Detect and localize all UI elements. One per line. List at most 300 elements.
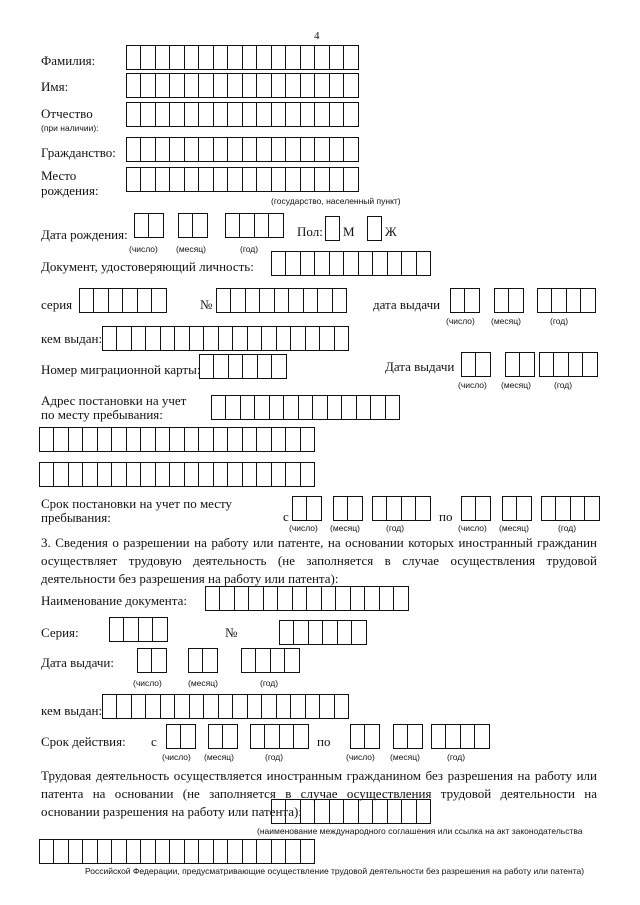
birth-month-field[interactable] (178, 213, 208, 238)
char-cell[interactable] (198, 840, 213, 863)
char-cell[interactable] (227, 428, 242, 451)
char-cell[interactable] (475, 497, 490, 520)
char-cell[interactable] (271, 168, 285, 191)
sex-f-checkbox[interactable] (367, 216, 382, 241)
char-cell[interactable] (494, 289, 508, 312)
char-cell[interactable] (343, 138, 358, 161)
char-cell[interactable] (445, 725, 460, 748)
char-cell[interactable] (227, 840, 242, 863)
char-cell[interactable] (140, 428, 155, 451)
char-cell[interactable] (93, 289, 108, 312)
char-cell[interactable] (97, 840, 111, 863)
char-cell[interactable] (184, 138, 198, 161)
char-cell[interactable] (126, 428, 140, 451)
char-cell[interactable] (184, 74, 198, 97)
char-cell[interactable] (539, 353, 553, 376)
char-cell[interactable] (97, 463, 111, 486)
char-cell[interactable] (205, 587, 219, 610)
char-cell[interactable] (203, 327, 218, 350)
char-cell[interactable] (126, 168, 140, 191)
char-cell[interactable] (218, 695, 232, 718)
char-cell[interactable] (372, 497, 386, 520)
char-cell[interactable] (198, 46, 213, 69)
char-cell[interactable] (271, 74, 285, 97)
char-cell[interactable] (358, 252, 372, 275)
char-cell[interactable] (329, 74, 343, 97)
validity-from-month-field[interactable] (208, 724, 238, 749)
char-cell[interactable] (300, 74, 314, 97)
char-cell[interactable] (292, 497, 306, 520)
char-cell[interactable] (553, 353, 568, 376)
char-cell[interactable] (335, 587, 350, 610)
char-cell[interactable] (300, 428, 314, 451)
char-cell[interactable] (314, 103, 329, 126)
char-cell[interactable] (198, 168, 213, 191)
term-from-day-field[interactable] (292, 496, 322, 521)
char-cell[interactable] (271, 46, 285, 69)
char-cell[interactable] (126, 46, 140, 69)
char-cell[interactable] (372, 252, 387, 275)
char-cell[interactable] (387, 800, 401, 823)
char-cell[interactable] (108, 289, 122, 312)
birth-year-field[interactable] (225, 213, 284, 238)
char-cell[interactable] (401, 252, 416, 275)
birth-day-field[interactable] (134, 213, 164, 238)
char-cell[interactable] (213, 355, 228, 378)
char-cell[interactable] (537, 289, 551, 312)
char-cell[interactable] (242, 138, 256, 161)
char-cell[interactable] (385, 396, 399, 419)
char-cell[interactable] (319, 695, 334, 718)
char-cell[interactable] (350, 587, 364, 610)
char-cell[interactable] (325, 217, 339, 240)
char-cell[interactable] (312, 396, 327, 419)
char-cell[interactable] (169, 138, 184, 161)
char-cell[interactable] (247, 695, 261, 718)
char-cell[interactable] (370, 396, 385, 419)
char-cell[interactable] (160, 327, 174, 350)
char-cell[interactable] (415, 497, 430, 520)
char-cell[interactable] (213, 46, 227, 69)
char-cell[interactable] (464, 289, 479, 312)
char-cell[interactable] (327, 396, 341, 419)
char-cell[interactable] (82, 840, 97, 863)
char-cell[interactable] (232, 695, 247, 718)
char-cell[interactable] (259, 289, 274, 312)
char-cell[interactable] (347, 497, 362, 520)
char-cell[interactable] (474, 725, 489, 748)
char-cell[interactable] (364, 725, 379, 748)
char-cell[interactable] (580, 289, 595, 312)
char-cell[interactable] (416, 800, 430, 823)
address-field-line1[interactable] (211, 395, 400, 420)
char-cell[interactable] (293, 725, 308, 748)
char-cell[interactable] (184, 168, 198, 191)
char-cell[interactable] (268, 214, 283, 237)
char-cell[interactable] (334, 695, 348, 718)
char-cell[interactable] (123, 618, 138, 641)
char-cell[interactable] (393, 587, 408, 610)
char-cell[interactable] (274, 289, 288, 312)
char-cell[interactable] (333, 497, 347, 520)
char-cell[interactable] (126, 103, 140, 126)
char-cell[interactable] (343, 800, 358, 823)
char-cell[interactable] (393, 725, 407, 748)
char-cell[interactable] (116, 695, 131, 718)
char-cell[interactable] (169, 463, 184, 486)
char-cell[interactable] (256, 428, 271, 451)
char-cell[interactable] (450, 289, 464, 312)
char-cell[interactable] (111, 840, 126, 863)
char-cell[interactable] (126, 74, 140, 97)
char-cell[interactable] (169, 840, 184, 863)
char-cell[interactable] (460, 725, 474, 748)
char-cell[interactable] (178, 214, 192, 237)
char-cell[interactable] (343, 252, 358, 275)
char-cell[interactable] (475, 353, 490, 376)
char-cell[interactable] (82, 428, 97, 451)
migration-issue-month-field[interactable] (505, 352, 535, 377)
char-cell[interactable] (160, 695, 174, 718)
char-cell[interactable] (516, 497, 531, 520)
char-cell[interactable] (285, 46, 300, 69)
char-cell[interactable] (285, 103, 300, 126)
address-field-line3[interactable] (39, 462, 315, 487)
char-cell[interactable] (169, 168, 184, 191)
id-number-field[interactable] (216, 288, 347, 313)
char-cell[interactable] (321, 587, 335, 610)
char-cell[interactable] (134, 214, 148, 237)
char-cell[interactable] (519, 353, 534, 376)
char-cell[interactable] (288, 289, 303, 312)
char-cell[interactable] (305, 695, 319, 718)
char-cell[interactable] (79, 289, 93, 312)
char-cell[interactable] (416, 252, 430, 275)
char-cell[interactable] (300, 168, 314, 191)
char-cell[interactable] (211, 396, 225, 419)
id-series-field[interactable] (79, 288, 167, 313)
char-cell[interactable] (219, 587, 234, 610)
char-cell[interactable] (140, 168, 155, 191)
char-cell[interactable] (213, 74, 227, 97)
char-cell[interactable] (386, 497, 401, 520)
char-cell[interactable] (245, 289, 259, 312)
char-cell[interactable] (227, 463, 242, 486)
char-cell[interactable] (192, 214, 207, 237)
char-cell[interactable] (279, 725, 293, 748)
char-cell[interactable] (502, 497, 516, 520)
char-cell[interactable] (242, 428, 256, 451)
char-cell[interactable] (300, 252, 314, 275)
char-cell[interactable] (227, 168, 242, 191)
char-cell[interactable] (341, 396, 356, 419)
char-cell[interactable] (184, 103, 198, 126)
char-cell[interactable] (140, 46, 155, 69)
permit-series-field[interactable] (109, 617, 168, 642)
char-cell[interactable] (111, 428, 126, 451)
char-cell[interactable] (102, 327, 116, 350)
char-cell[interactable] (198, 463, 213, 486)
char-cell[interactable] (271, 355, 286, 378)
char-cell[interactable] (242, 168, 256, 191)
migration-issue-year-field[interactable] (539, 352, 598, 377)
char-cell[interactable] (271, 103, 285, 126)
char-cell[interactable] (228, 355, 242, 378)
char-cell[interactable] (256, 46, 271, 69)
id-document-field[interactable] (271, 251, 431, 276)
char-cell[interactable] (283, 396, 298, 419)
char-cell[interactable] (131, 695, 145, 718)
char-cell[interactable] (222, 725, 237, 748)
term-to-month-field[interactable] (502, 496, 532, 521)
name-field[interactable] (126, 73, 359, 98)
sex-m-checkbox[interactable] (325, 216, 340, 241)
char-cell[interactable] (582, 353, 597, 376)
char-cell[interactable] (109, 618, 123, 641)
char-cell[interactable] (152, 618, 167, 641)
char-cell[interactable] (343, 103, 358, 126)
char-cell[interactable] (227, 138, 242, 161)
char-cell[interactable] (155, 103, 169, 126)
char-cell[interactable] (241, 649, 255, 672)
id-issue-day-field[interactable] (450, 288, 480, 313)
char-cell[interactable] (256, 168, 271, 191)
char-cell[interactable] (155, 168, 169, 191)
char-cell[interactable] (189, 327, 203, 350)
char-cell[interactable] (314, 74, 329, 97)
char-cell[interactable] (334, 327, 348, 350)
char-cell[interactable] (261, 695, 276, 718)
char-cell[interactable] (276, 695, 290, 718)
char-cell[interactable] (137, 649, 151, 672)
char-cell[interactable] (329, 103, 343, 126)
char-cell[interactable] (285, 800, 300, 823)
char-cell[interactable] (300, 800, 314, 823)
id-issue-year-field[interactable] (537, 288, 596, 313)
char-cell[interactable] (208, 725, 222, 748)
char-cell[interactable] (145, 695, 160, 718)
char-cell[interactable] (314, 168, 329, 191)
char-cell[interactable] (285, 168, 300, 191)
char-cell[interactable] (329, 46, 343, 69)
char-cell[interactable] (151, 649, 166, 672)
permit-issue-year-field[interactable] (241, 648, 300, 673)
char-cell[interactable] (290, 695, 305, 718)
char-cell[interactable] (184, 463, 198, 486)
char-cell[interactable] (271, 800, 285, 823)
char-cell[interactable] (276, 327, 290, 350)
char-cell[interactable] (111, 463, 126, 486)
term-from-month-field[interactable] (333, 496, 363, 521)
char-cell[interactable] (140, 74, 155, 97)
char-cell[interactable] (263, 587, 277, 610)
char-cell[interactable] (53, 428, 68, 451)
char-cell[interactable] (256, 103, 271, 126)
char-cell[interactable] (367, 217, 381, 240)
char-cell[interactable] (189, 695, 203, 718)
char-cell[interactable] (285, 428, 300, 451)
char-cell[interactable] (202, 649, 217, 672)
validity-to-year-field[interactable] (431, 724, 490, 749)
char-cell[interactable] (508, 289, 523, 312)
term-from-year-field[interactable] (372, 496, 431, 521)
char-cell[interactable] (184, 428, 198, 451)
char-cell[interactable] (256, 463, 271, 486)
char-cell[interactable] (319, 327, 334, 350)
char-cell[interactable] (570, 497, 584, 520)
char-cell[interactable] (407, 725, 422, 748)
char-cell[interactable] (285, 74, 300, 97)
char-cell[interactable] (343, 46, 358, 69)
char-cell[interactable] (271, 252, 285, 275)
char-cell[interactable] (343, 74, 358, 97)
char-cell[interactable] (242, 74, 256, 97)
char-cell[interactable] (314, 138, 329, 161)
char-cell[interactable] (329, 252, 343, 275)
char-cell[interactable] (250, 725, 264, 748)
char-cell[interactable] (198, 103, 213, 126)
char-cell[interactable] (151, 289, 166, 312)
char-cell[interactable] (198, 74, 213, 97)
char-cell[interactable] (68, 840, 82, 863)
char-cell[interactable] (82, 463, 97, 486)
char-cell[interactable] (39, 428, 53, 451)
char-cell[interactable] (137, 289, 151, 312)
char-cell[interactable] (198, 428, 213, 451)
char-cell[interactable] (227, 74, 242, 97)
char-cell[interactable] (293, 621, 308, 644)
char-cell[interactable] (351, 621, 366, 644)
char-cell[interactable] (285, 840, 300, 863)
validity-to-day-field[interactable] (350, 724, 380, 749)
labor-basis-field-line2[interactable] (39, 839, 315, 864)
char-cell[interactable] (555, 497, 570, 520)
char-cell[interactable] (213, 103, 227, 126)
char-cell[interactable] (227, 103, 242, 126)
char-cell[interactable] (364, 587, 379, 610)
char-cell[interactable] (322, 621, 337, 644)
char-cell[interactable] (148, 214, 163, 237)
char-cell[interactable] (166, 725, 180, 748)
char-cell[interactable] (350, 725, 364, 748)
validity-from-day-field[interactable] (166, 724, 196, 749)
char-cell[interactable] (461, 353, 475, 376)
char-cell[interactable] (213, 138, 227, 161)
char-cell[interactable] (292, 587, 306, 610)
char-cell[interactable] (230, 289, 245, 312)
char-cell[interactable] (270, 649, 284, 672)
id-issued-by-field[interactable] (102, 326, 349, 351)
char-cell[interactable] (126, 840, 140, 863)
char-cell[interactable] (372, 800, 387, 823)
char-cell[interactable] (285, 463, 300, 486)
char-cell[interactable] (242, 103, 256, 126)
char-cell[interactable] (277, 587, 292, 610)
char-cell[interactable] (225, 214, 239, 237)
address-field-line2[interactable] (39, 427, 315, 452)
char-cell[interactable] (198, 138, 213, 161)
char-cell[interactable] (213, 840, 227, 863)
char-cell[interactable] (314, 46, 329, 69)
char-cell[interactable] (271, 138, 285, 161)
char-cell[interactable] (242, 355, 257, 378)
char-cell[interactable] (300, 840, 314, 863)
validity-to-month-field[interactable] (393, 724, 423, 749)
char-cell[interactable] (332, 289, 346, 312)
char-cell[interactable] (257, 355, 271, 378)
char-cell[interactable] (216, 289, 230, 312)
char-cell[interactable] (138, 618, 152, 641)
char-cell[interactable] (568, 353, 582, 376)
term-to-year-field[interactable] (541, 496, 600, 521)
char-cell[interactable] (184, 840, 198, 863)
char-cell[interactable] (174, 695, 189, 718)
char-cell[interactable] (122, 289, 137, 312)
char-cell[interactable] (300, 463, 314, 486)
char-cell[interactable] (305, 327, 319, 350)
char-cell[interactable] (264, 725, 279, 748)
labor-basis-field-line1[interactable] (271, 799, 431, 824)
char-cell[interactable] (140, 138, 155, 161)
char-cell[interactable] (199, 355, 213, 378)
char-cell[interactable] (431, 725, 445, 748)
char-cell[interactable] (239, 214, 254, 237)
char-cell[interactable] (234, 587, 248, 610)
char-cell[interactable] (39, 840, 53, 863)
permit-issued-by-field[interactable] (102, 694, 349, 719)
char-cell[interactable] (584, 497, 599, 520)
char-cell[interactable] (174, 327, 189, 350)
char-cell[interactable] (285, 252, 300, 275)
char-cell[interactable] (169, 74, 184, 97)
char-cell[interactable] (271, 428, 285, 451)
char-cell[interactable] (279, 621, 293, 644)
char-cell[interactable] (284, 649, 299, 672)
char-cell[interactable] (126, 463, 140, 486)
char-cell[interactable] (102, 695, 116, 718)
permit-number-field[interactable] (279, 620, 367, 645)
char-cell[interactable] (155, 74, 169, 97)
char-cell[interactable] (551, 289, 566, 312)
char-cell[interactable] (387, 252, 401, 275)
char-cell[interactable] (188, 649, 202, 672)
char-cell[interactable] (306, 497, 321, 520)
char-cell[interactable] (303, 289, 317, 312)
char-cell[interactable] (242, 463, 256, 486)
char-cell[interactable] (247, 327, 261, 350)
char-cell[interactable] (261, 327, 276, 350)
doc-name-field[interactable] (205, 586, 409, 611)
char-cell[interactable] (256, 74, 271, 97)
char-cell[interactable] (53, 463, 68, 486)
char-cell[interactable] (97, 428, 111, 451)
char-cell[interactable] (116, 327, 131, 350)
char-cell[interactable] (242, 46, 256, 69)
char-cell[interactable] (271, 463, 285, 486)
char-cell[interactable] (256, 138, 271, 161)
char-cell[interactable] (140, 463, 155, 486)
char-cell[interactable] (308, 621, 322, 644)
char-cell[interactable] (254, 396, 269, 419)
char-cell[interactable] (213, 428, 227, 451)
char-cell[interactable] (306, 587, 321, 610)
char-cell[interactable] (285, 138, 300, 161)
char-cell[interactable] (317, 289, 332, 312)
citizenship-field[interactable] (126, 137, 359, 162)
char-cell[interactable] (343, 168, 358, 191)
char-cell[interactable] (145, 327, 160, 350)
char-cell[interactable] (255, 649, 270, 672)
